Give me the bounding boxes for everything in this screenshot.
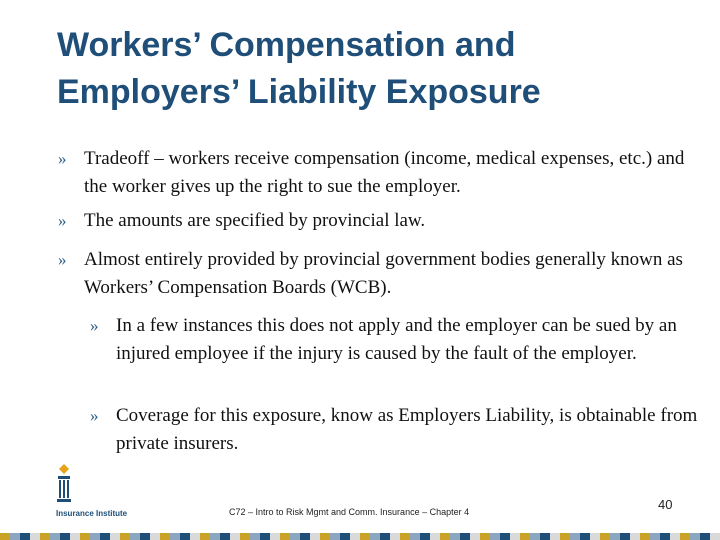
strip-segment (20, 533, 30, 540)
strip-segment (80, 533, 90, 540)
strip-segment (30, 533, 40, 540)
strip-segment (150, 533, 160, 540)
strip-segment (220, 533, 230, 540)
strip-segment (370, 533, 380, 540)
bullet-3-text: Almost entirely provided by provincial government bodies generally known as Workers’ Compensation Boards (WCB). (84, 249, 683, 298)
bullet-1 (58, 145, 698, 201)
strip-segment (550, 533, 560, 540)
strip-segment (140, 533, 150, 540)
strip-segment (430, 533, 440, 540)
strip-segment (340, 533, 350, 540)
sub-bullet-2 (90, 402, 700, 458)
strip-segment (420, 533, 430, 540)
strip-segment (630, 533, 640, 540)
strip-segment (590, 533, 600, 540)
strip-segment (70, 533, 80, 540)
strip-segment (360, 533, 370, 540)
strip-segment (400, 533, 410, 540)
title-line-2: Employers’ Liability Exposure (57, 73, 541, 111)
strip-segment (450, 533, 460, 540)
strip-segment (10, 533, 20, 540)
sub-bullet-2-text: Coverage for this exposure, know as Employers Liability, is obtainable from private insurers. (116, 405, 698, 454)
strip-segment (260, 533, 270, 540)
strip-segment (670, 533, 680, 540)
strip-segment (90, 533, 100, 540)
strip-segment (320, 533, 330, 540)
strip-segment (40, 533, 50, 540)
bullet-1-text: Tradeoff – workers receive compensation (income, medical expenses, etc.) and the worker gives up the right to sue the employer. (84, 148, 685, 197)
strip-segment (660, 533, 670, 540)
strip-segment (180, 533, 190, 540)
strip-segment (300, 533, 310, 540)
strip-segment (690, 533, 700, 540)
strip-segment (580, 533, 590, 540)
bullet-3 (58, 246, 698, 302)
sub-bullet-marker: » (90, 316, 99, 335)
title-line-1: Workers’ Compensation and (57, 26, 516, 64)
strip-segment (480, 533, 490, 540)
strip-segment (310, 533, 320, 540)
sub-bullet-marker: » (90, 406, 99, 425)
strip-segment (610, 533, 620, 540)
strip-segment (200, 533, 210, 540)
strip-segment (530, 533, 540, 540)
bullet-marker: » (58, 250, 67, 269)
strip-segment (60, 533, 70, 540)
strip-segment (240, 533, 250, 540)
logo-text: Insurance Institute (56, 509, 128, 518)
strip-segment (290, 533, 300, 540)
strip-segment (170, 533, 180, 540)
strip-segment (190, 533, 200, 540)
strip-segment (520, 533, 530, 540)
bullet-marker: » (58, 149, 67, 168)
strip-segment (410, 533, 420, 540)
footer-color-strip (0, 533, 720, 540)
strip-segment (110, 533, 120, 540)
strip-segment (600, 533, 610, 540)
strip-segment (50, 533, 60, 540)
strip-segment (120, 533, 130, 540)
footer-course-text: C72 – Intro to Risk Mgmt and Comm. Insurance – Chapter 4 (229, 507, 470, 517)
strip-segment (640, 533, 650, 540)
strip-segment (560, 533, 570, 540)
strip-segment (210, 533, 220, 540)
strip-segment (710, 533, 720, 540)
strip-segment (650, 533, 660, 540)
strip-segment (270, 533, 280, 540)
slide-title (57, 22, 697, 116)
strip-segment (510, 533, 520, 540)
strip-segment (380, 533, 390, 540)
sub-bullet-1 (90, 312, 700, 368)
strip-segment (0, 533, 10, 540)
bullet-marker: » (58, 211, 67, 230)
strip-segment (470, 533, 480, 540)
strip-segment (330, 533, 340, 540)
sub-bullet-1-text: In a few instances this does not apply and the employer can be sued by an injured employee if the injury is caused by the fault of the employer. (116, 315, 677, 364)
strip-segment (500, 533, 510, 540)
strip-segment (160, 533, 170, 540)
strip-segment (460, 533, 470, 540)
bullet-2-text: The amounts are specified by provincial law. (84, 210, 426, 231)
strip-segment (100, 533, 110, 540)
strip-segment (700, 533, 710, 540)
strip-segment (620, 533, 630, 540)
strip-segment (540, 533, 550, 540)
strip-segment (250, 533, 260, 540)
strip-segment (390, 533, 400, 540)
strip-segment (680, 533, 690, 540)
strip-segment (280, 533, 290, 540)
strip-segment (350, 533, 360, 540)
strip-segment (490, 533, 500, 540)
strip-segment (440, 533, 450, 540)
page-number: 40 (658, 497, 673, 512)
strip-segment (570, 533, 580, 540)
strip-segment (130, 533, 140, 540)
bullet-2 (58, 207, 698, 235)
strip-segment (230, 533, 240, 540)
